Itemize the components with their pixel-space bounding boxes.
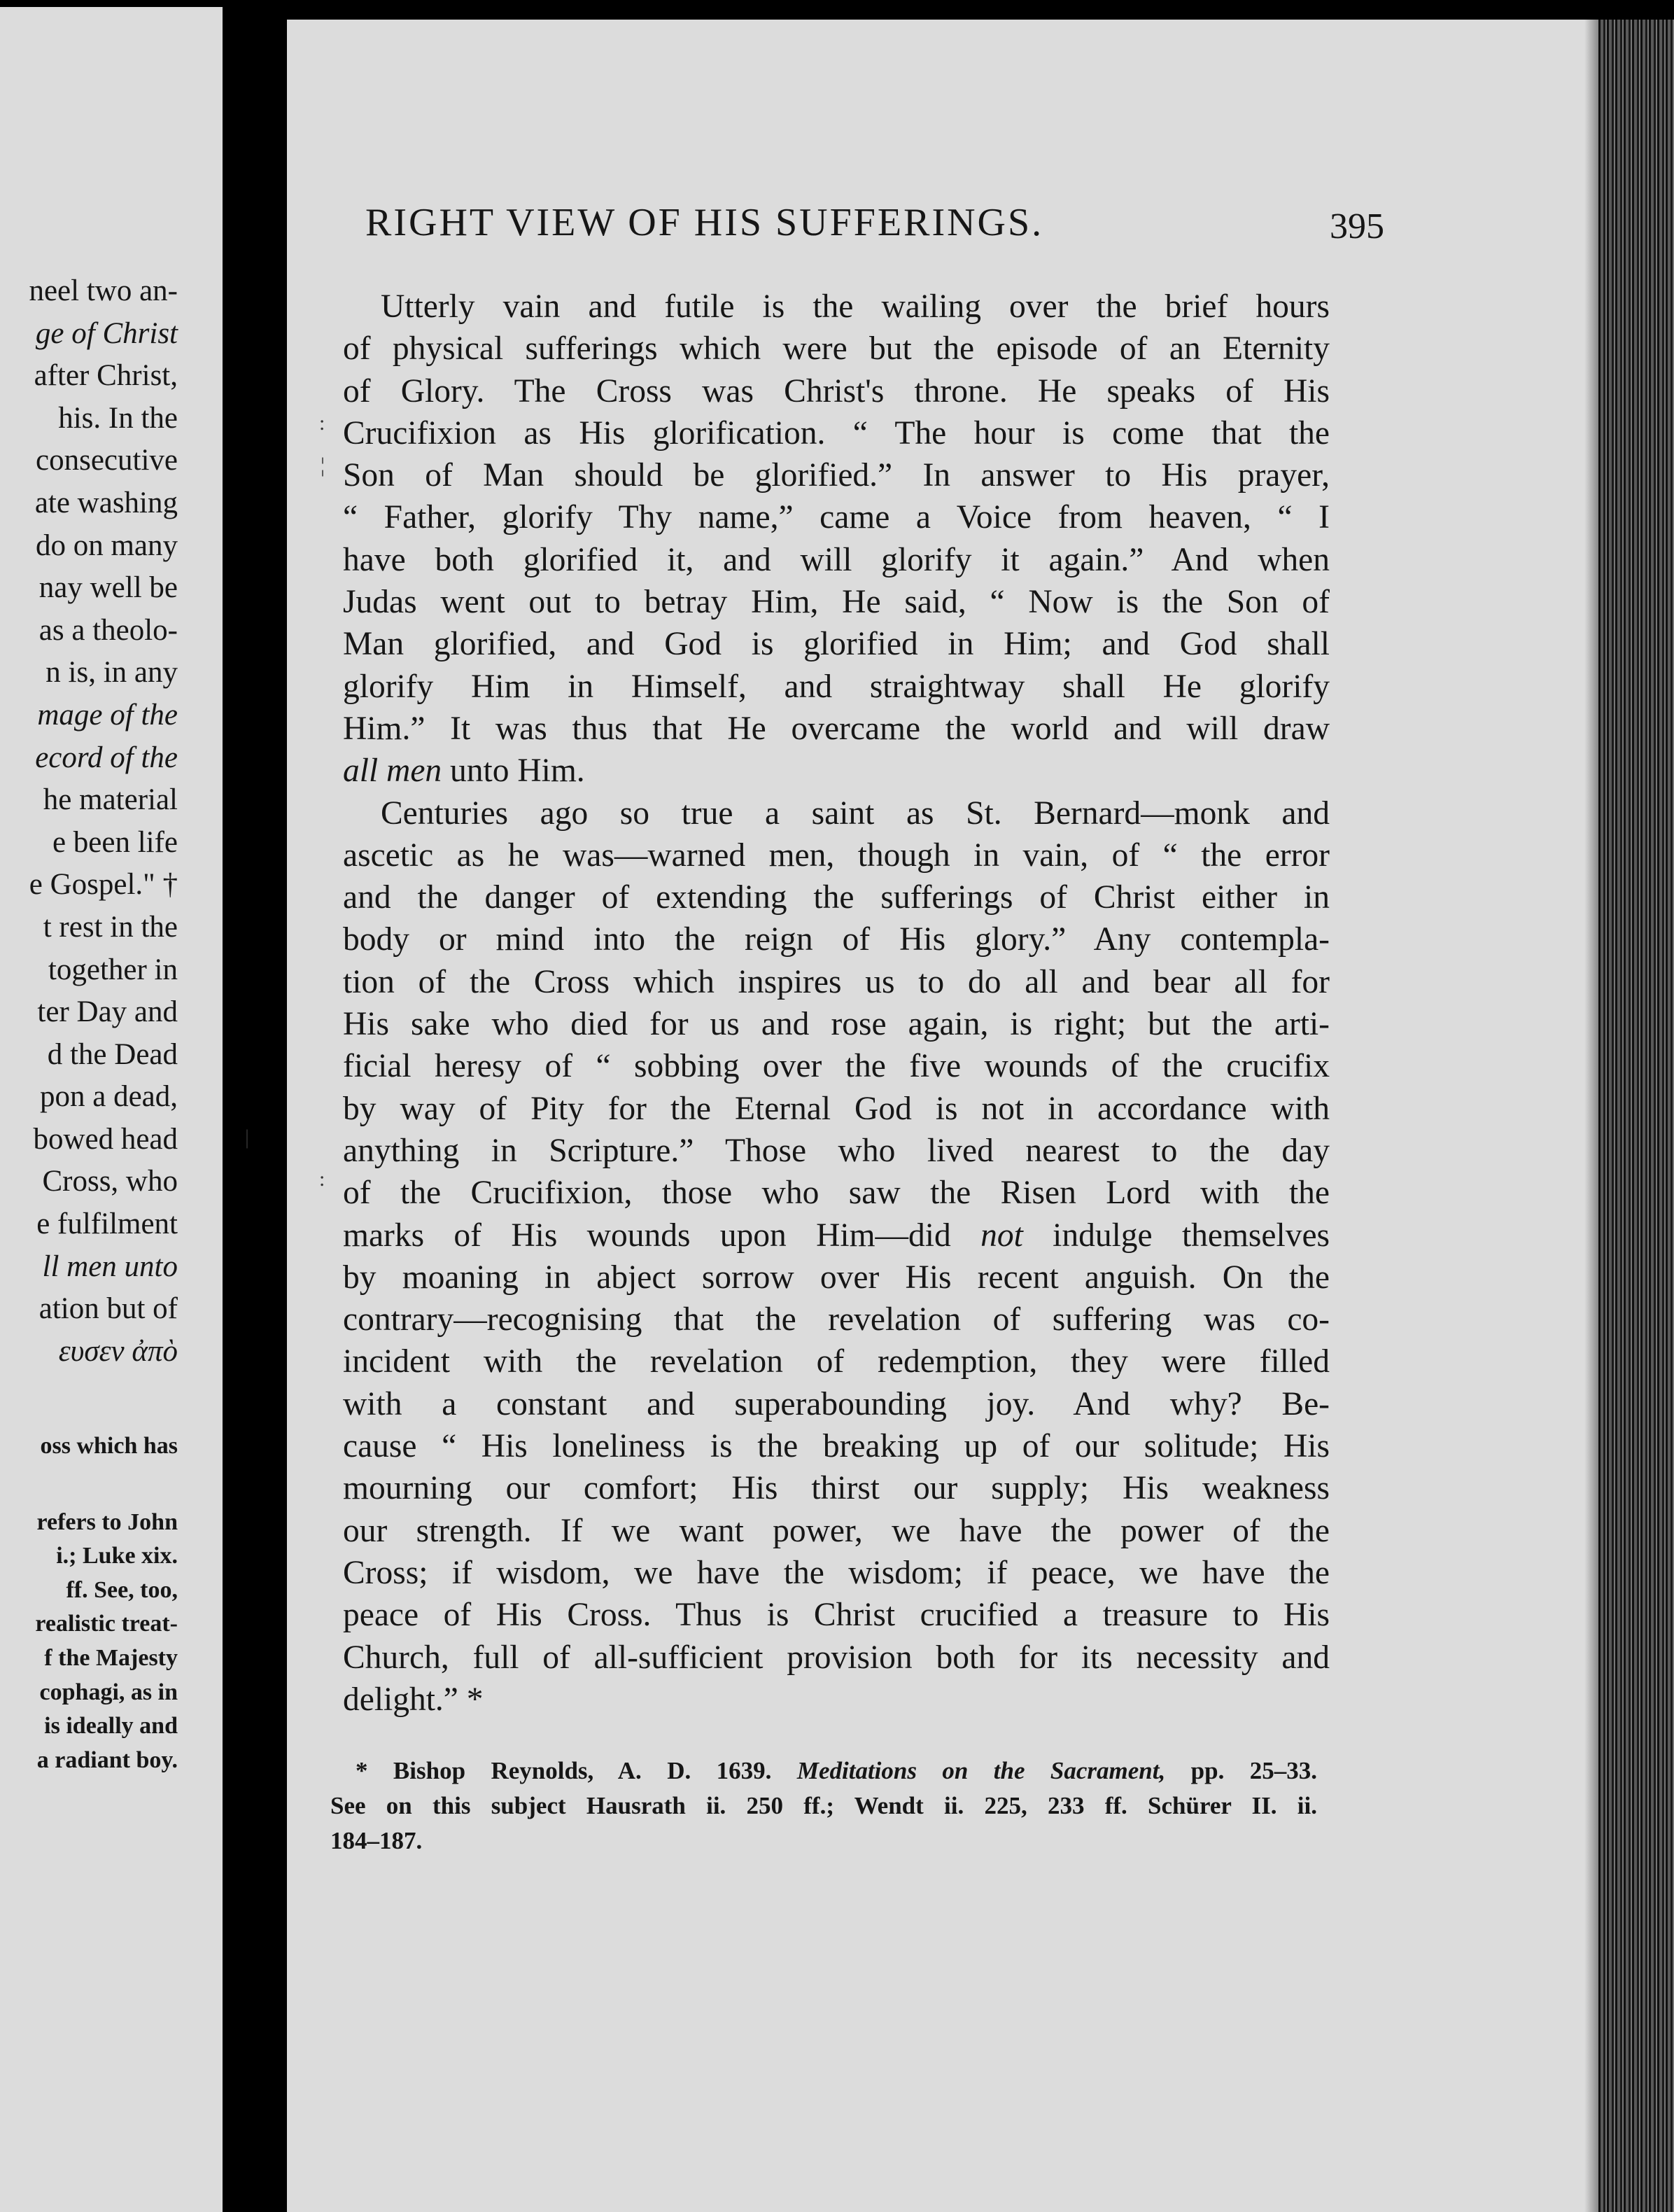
footnote-title: Meditations on the Sacrament, <box>796 1757 1166 1784</box>
left-page-footnotes <box>35 1429 178 1777</box>
emphasis-text: all men <box>343 752 442 790</box>
margin-mark: ¦ <box>321 454 325 477</box>
left-note-line: refers to John <box>36 1508 178 1535</box>
text-line: incident with the revelation of redemption, they were filled <box>343 1343 1330 1380</box>
margin-mark: : <box>319 412 325 435</box>
right-page <box>245 20 1674 2212</box>
left-line: n is, in any <box>45 656 178 690</box>
footnote-author: * Bishop Reynolds, <box>356 1757 618 1784</box>
left-line: ευσεν ἀπὸ <box>58 1334 178 1368</box>
text-line <box>343 1214 1330 1256</box>
left-note-line: cophagi, as in <box>39 1679 178 1705</box>
left-line: ll men unto <box>42 1250 178 1283</box>
text-line: cause “ His loneliness is the breaking up of our solitude; His <box>343 1428 1330 1465</box>
left-facing-page <box>0 7 223 2212</box>
text-line: Utterly vain and futile is the wailing over the brief hours <box>381 288 1330 325</box>
left-note-line: a radiant boy. <box>36 1746 178 1773</box>
left-line: Cross, who <box>42 1165 178 1198</box>
left-note-line: ff. See, too, <box>66 1576 178 1603</box>
main-text <box>343 286 1330 1721</box>
text-line: Centuries ago so true a saint as St. Bernard—monk and <box>381 794 1330 832</box>
left-line: ge of Christ <box>35 316 178 350</box>
left-note-line: oss which has <box>40 1433 178 1459</box>
footnote-date: A. D. 1639. <box>617 1757 772 1784</box>
text-line: Cross; if wisdom, we have the wisdom; if peace, we have the <box>343 1554 1330 1591</box>
text-line: body or mind into the reign of His glory.” Any contempla- <box>343 921 1330 958</box>
left-line: bowed head <box>33 1122 178 1156</box>
left-line: mage of the <box>37 698 178 732</box>
left-line: nay well be <box>38 571 178 605</box>
text-span: marks of His wounds upon Him—did <box>343 1217 951 1254</box>
text-line: and the danger of extending the sufferings of Christ either in <box>343 879 1330 916</box>
left-line: his. In the <box>58 401 178 435</box>
text-line: by moaning in abject sorrow over His recent anguish. On the <box>343 1259 1330 1296</box>
text-line: delight.” * <box>343 1681 484 1718</box>
left-note-line: is ideally and <box>44 1713 178 1740</box>
book-page-edges <box>1598 20 1674 2212</box>
page-number: 395 <box>1330 206 1384 246</box>
left-line: e Gospel." † <box>29 868 178 902</box>
text-line: anything in Scripture.” Those who lived nearest to the day <box>343 1132 1330 1169</box>
left-line: after Christ, <box>34 359 178 393</box>
left-line: ter Day and <box>37 995 178 1029</box>
left-line: d the Dead <box>47 1037 178 1071</box>
left-line: ation but of <box>38 1292 178 1326</box>
text-line: Son of Man should be glorified.” In answer to His prayer, <box>343 457 1330 494</box>
running-head <box>365 200 1639 256</box>
left-line: he material <box>43 783 178 817</box>
text-line: Him.” It was thus that He overcame the world and will draw <box>343 710 1330 747</box>
running-head-title: RIGHT VIEW OF HIS SUFFERINGS. <box>365 201 1044 244</box>
left-line: do on many <box>35 528 178 562</box>
left-line: e been life <box>52 825 178 859</box>
left-page-text <box>29 270 178 1373</box>
text-line: Church, full of all-sufficient provision both for its necessity and <box>343 1639 1330 1676</box>
left-note-line: i.; Luke xix. <box>56 1543 178 1569</box>
text-line: with a constant and superabounding joy. And why? Be- <box>343 1385 1330 1422</box>
text-line: “ Father, glorify Thy name,” came a Voice from heaven, “ I <box>343 499 1330 536</box>
text-line: peace of His Cross. Thus is Christ crucified a treasure to His <box>343 1597 1330 1634</box>
footnote-line <box>330 1754 1317 1788</box>
text-line: ascetic as he was—warned men, though in vain, of “ the error <box>343 836 1330 874</box>
footnote-line: See on this subject Hausrath ii. 250 ff.; Wendt ii. 225, 233 ff. Schürer II. ii. <box>330 1792 1317 1819</box>
left-line: together in <box>48 953 178 986</box>
text-line: our strength. If we want power, we have the power of the <box>343 1512 1330 1549</box>
text-line: of physical sufferings which were but the episode of an Eternity <box>343 330 1330 368</box>
text-line: His sake who died for us and rose again, is right; but the arti- <box>343 1006 1330 1043</box>
emphasis-text: not <box>980 1217 1023 1254</box>
text-line: have both glorified it, and will glorify it again.” And when <box>343 541 1330 578</box>
text-line: of Glory. The Cross was Christ's throne. He speaks of His <box>343 372 1330 410</box>
left-line: pon a dead, <box>39 1080 178 1114</box>
text-line: Man glorified, and God is glorified in Him; and God shall <box>343 626 1330 663</box>
text-line: mourning our comfort; His thirst our supply; His weakness <box>343 1470 1330 1507</box>
left-line: as a theolo- <box>38 613 178 647</box>
left-line: consecutive <box>36 444 178 477</box>
text-line: contrary—recognising that the revelation of suffering was co- <box>343 1301 1330 1338</box>
text-line: Judas went out to betray Him, He said, “ Now is the Son of <box>343 584 1330 621</box>
text-line: by way of Pity for the Eternal God is not in accordance with <box>343 1090 1330 1127</box>
margin-mark: : <box>319 1168 325 1191</box>
left-line: ecord of the <box>35 741 178 774</box>
text-line: Crucifixion as His glorification. “ The hour is come that the <box>343 414 1330 451</box>
left-line: t rest in the <box>43 910 178 944</box>
footnote-line: 184–187. <box>330 1827 423 1854</box>
text-span: unto Him. <box>450 752 585 790</box>
left-line: ate washing <box>34 486 178 519</box>
text-line: glorify Him in Himself, and straightway shall He glorify <box>343 668 1330 705</box>
left-note-line: realistic treat- <box>35 1611 178 1637</box>
left-line: e fulfilment <box>36 1208 178 1241</box>
footnote <box>330 1754 1317 1858</box>
text-line <box>343 750 1330 792</box>
text-span: indulge themselves <box>1053 1217 1330 1254</box>
margin-mark: | <box>245 1126 250 1149</box>
left-note-line: f the Majesty <box>44 1644 178 1671</box>
page-edge-shadow <box>1584 20 1598 2212</box>
text-line: tion of the Cross which inspires us to do all and bear all for <box>343 963 1330 1000</box>
text-line: of the Crucifixion, those who saw the Risen Lord with the <box>343 1175 1330 1212</box>
footnote-pages: pp. 25–33. <box>1165 1757 1317 1784</box>
left-line: neel two an- <box>29 274 178 307</box>
text-line: ficial heresy of “ sobbing over the five wounds of the crucifix <box>343 1048 1330 1085</box>
